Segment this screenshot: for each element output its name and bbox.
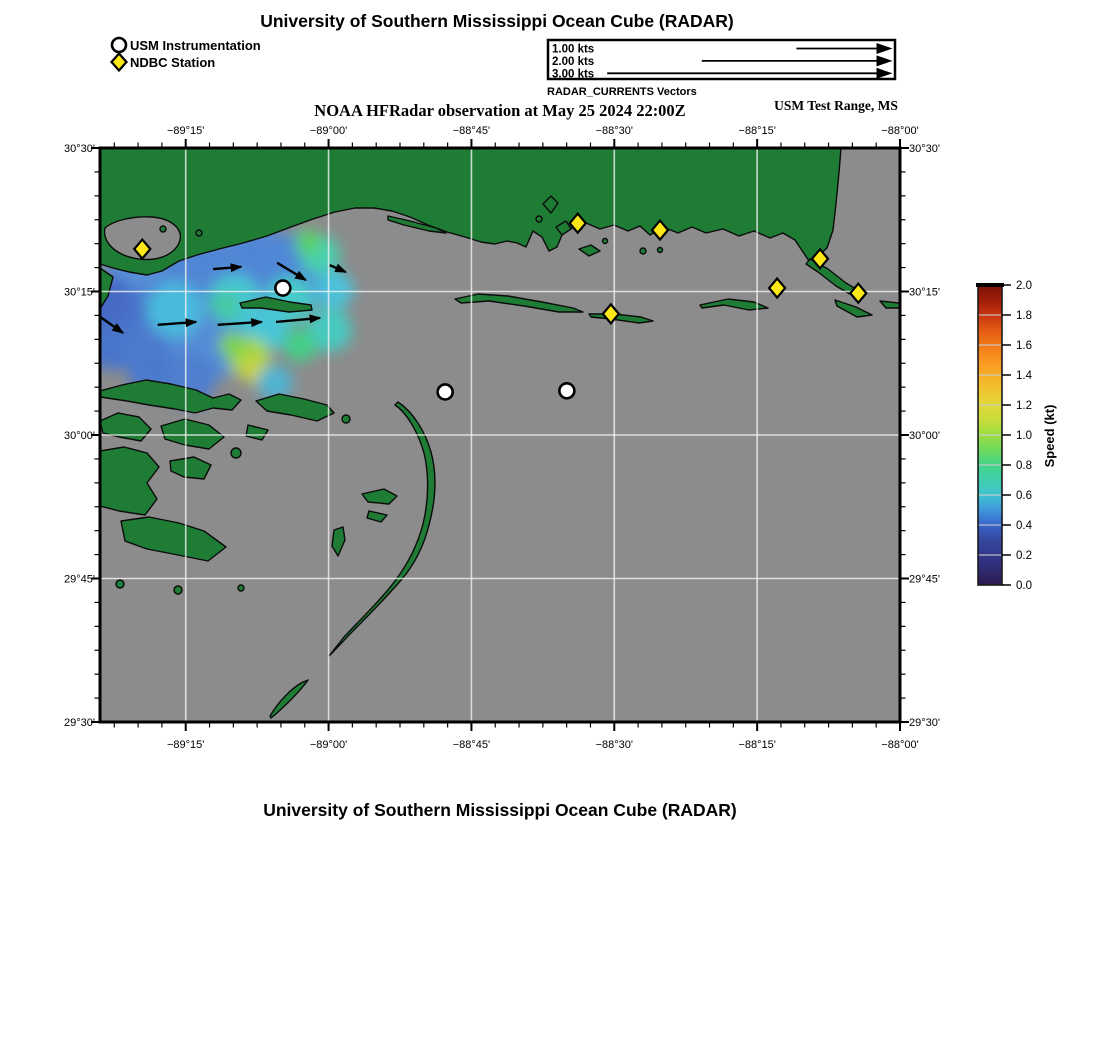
ndbc-station-legend-icon [112, 54, 127, 71]
usm-station-marker [438, 384, 453, 399]
colorbar-tick-label: 0.6 [1016, 490, 1032, 502]
page-title: University of Southern Mississippi Ocean Cube (RADAR) [260, 11, 734, 31]
colorbar-tick-label: 0.8 [1016, 460, 1032, 472]
colorbar-tick-label: 1.8 [1016, 310, 1032, 322]
lon-label-bottom: −88°30' [595, 739, 633, 751]
lat-label-right: 30°00' [909, 430, 940, 442]
lat-label-left: 29°30' [64, 717, 95, 729]
colorbar-tick-label: 1.6 [1016, 340, 1032, 352]
vector-scale-box [547, 40, 895, 98]
colorbar-tick-label: 2.0 [1016, 280, 1032, 292]
lon-label-top: −88°15' [738, 125, 776, 137]
colorbar-axis-label: Speed (kt) [1042, 404, 1057, 468]
region-label: USM Test Range, MS [774, 98, 898, 113]
lon-label-top: −88°00' [881, 125, 919, 137]
speed-field-blob [211, 291, 239, 319]
legend-ndbc-label: NDBC Station [130, 55, 216, 70]
vector-scale-row-label: 2.00 kts [552, 55, 595, 68]
vector-scale-row-label: 3.00 kts [552, 68, 595, 81]
colorbar-tick-label: 0.4 [1016, 520, 1032, 532]
lat-label-left: 30°15' [64, 286, 95, 299]
footer-title: University of Southern Mississippi Ocean Cube (RADAR) [263, 800, 737, 820]
lat-label-right: 29°45' [909, 573, 940, 586]
lon-label-top: −88°45' [452, 125, 491, 137]
speed-field-blob [147, 282, 203, 338]
vector-scale-caption: RADAR_CURRENTS Vectors [547, 86, 697, 98]
legend [112, 38, 261, 71]
lon-label-bottom: −89°15' [167, 739, 205, 751]
colorbar-tick-label: 0.2 [1016, 550, 1032, 562]
lat-label-left: 30°30' [64, 143, 95, 155]
observation-subtitle: NOAA HFRadar observation at May 25 2024 22:00Z [314, 101, 686, 120]
legend-usm-label: USM Instrumentation [130, 38, 261, 53]
speed-field-blob [295, 229, 321, 255]
lon-label-top: −89°15' [167, 125, 205, 137]
speed-field-blob [316, 271, 354, 309]
vector-scale-row-label: 1.00 kts [552, 43, 595, 56]
usm-station-marker [559, 383, 574, 398]
lat-label-left: 29°45' [64, 573, 95, 586]
lon-label-bottom: −88°15' [738, 739, 776, 751]
colorbar [976, 280, 1057, 592]
usm-station-marker [275, 281, 290, 296]
lon-label-bottom: −89°00' [309, 739, 348, 751]
lat-label-left: 30°00' [64, 430, 95, 442]
map-panel [64, 125, 940, 751]
colorbar-tick-label: 1.2 [1016, 400, 1032, 412]
lat-label-right: 29°30' [909, 717, 940, 729]
lat-label-right: 30°15' [909, 286, 940, 299]
colorbar-tick-label: 0.0 [1016, 580, 1032, 592]
lon-label-top: −88°30' [595, 125, 633, 137]
lon-label-bottom: −88°45' [452, 739, 491, 751]
lon-label-top: −89°00' [309, 125, 348, 137]
colorbar-tick-label: 1.0 [1016, 430, 1032, 442]
speed-field-blob [219, 332, 245, 358]
usm-instrumentation-legend-icon [112, 38, 126, 52]
colorbar-tick-label: 1.4 [1016, 370, 1032, 382]
lon-label-bottom: −88°00' [881, 739, 919, 751]
lat-label-right: 30°30' [909, 143, 940, 155]
speed-field-blob [283, 328, 317, 362]
